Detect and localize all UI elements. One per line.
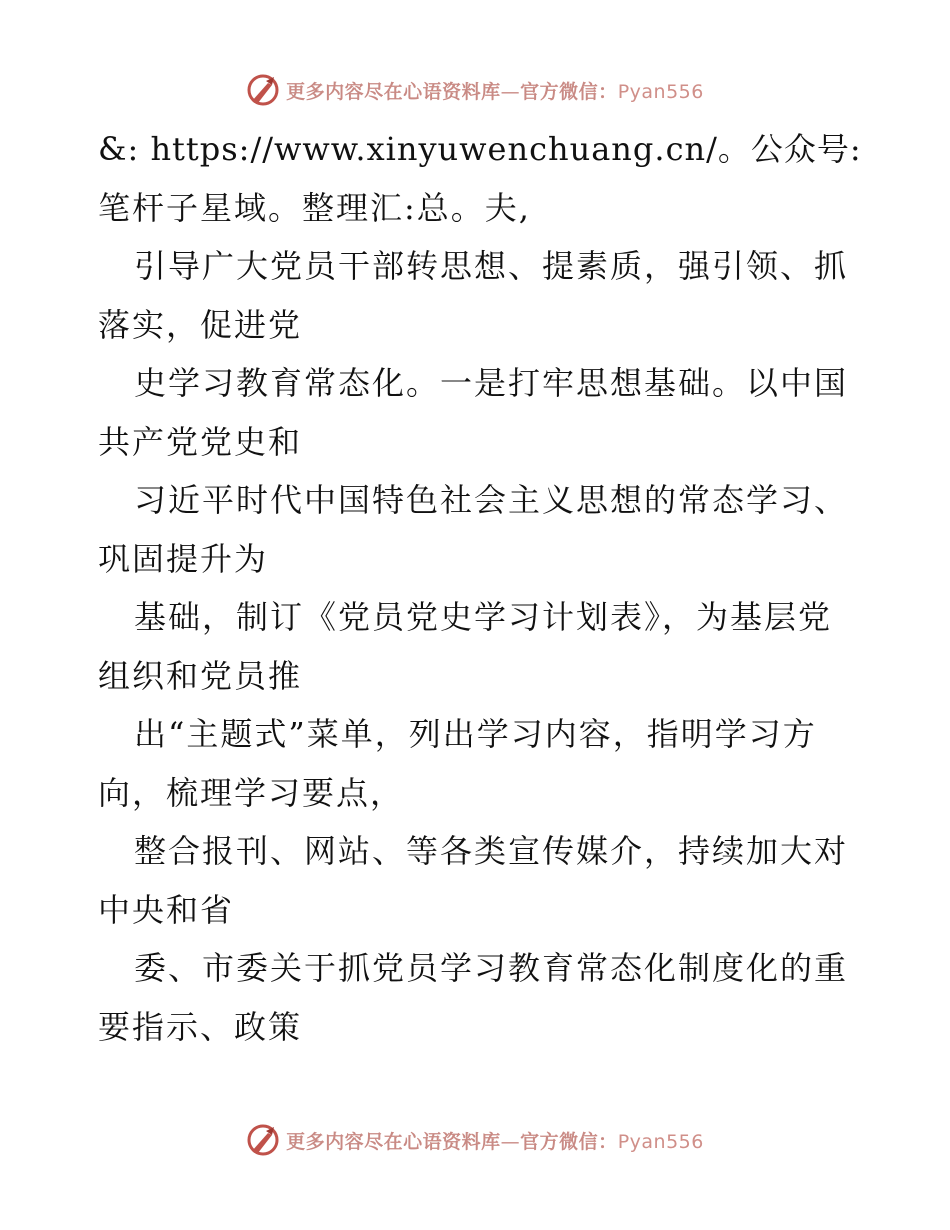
header-watermark [0, 70, 950, 110]
watermark-dash: — [500, 1130, 521, 1153]
pen-logo-icon [246, 73, 280, 107]
body-line: 向，梳理学习要点， [98, 773, 405, 812]
body-line: 组织和党员推 [98, 656, 303, 695]
watermark-wechat-label: 官方微信： [520, 80, 618, 103]
watermark-dash: — [500, 80, 521, 103]
watermark-text [286, 77, 704, 104]
body-line: 委、市委关于抓党员学习教育常态化制度化的重 [134, 949, 849, 987]
footer-watermark [0, 1120, 950, 1160]
watermark-wechat-id: Pyan556 [617, 80, 704, 103]
body-line: 共产党党史和 [98, 422, 303, 461]
body-line: 基础，制订《党员党史学习计划表》，为基层党 [134, 598, 833, 636]
body-line: 整合报刊、网站、等各类宣传媒介，持续加大对 [134, 832, 849, 870]
watermark-library-text: 更多内容尽在心语资料库 [286, 80, 501, 103]
body-line: 落实，促进党 [98, 305, 303, 344]
watermark-library-text: 更多内容尽在心语资料库 [286, 1130, 501, 1153]
pen-logo-icon [246, 1123, 280, 1157]
watermark-wechat-label: 官方微信： [520, 1130, 618, 1153]
body-line: 要指示、政策 [98, 1007, 303, 1046]
document-body [98, 120, 862, 1056]
body-line: 史学习教育常态化。一是打牢思想基础。以中国 [134, 364, 849, 402]
body-line: 笔杆子星域。整理汇:总。夫, [98, 188, 531, 227]
body-line: 出“主题式”菜单，列出学习内容，指明学习方 [134, 715, 817, 753]
body-line: 习近平时代中国特色社会主义思想的常态学习、 [134, 481, 849, 519]
body-line: 中央和省 [98, 890, 235, 929]
body-line: 引导广大党员干部转思想、提素质，强引领、抓 [134, 247, 849, 285]
watermark-text [286, 1127, 704, 1154]
body-line: &: https://www.xinyuwenchuang.cn/。公众号: [98, 130, 862, 168]
watermark-wechat-id: Pyan556 [617, 1130, 704, 1153]
body-line: 巩固提升为 [98, 539, 269, 578]
